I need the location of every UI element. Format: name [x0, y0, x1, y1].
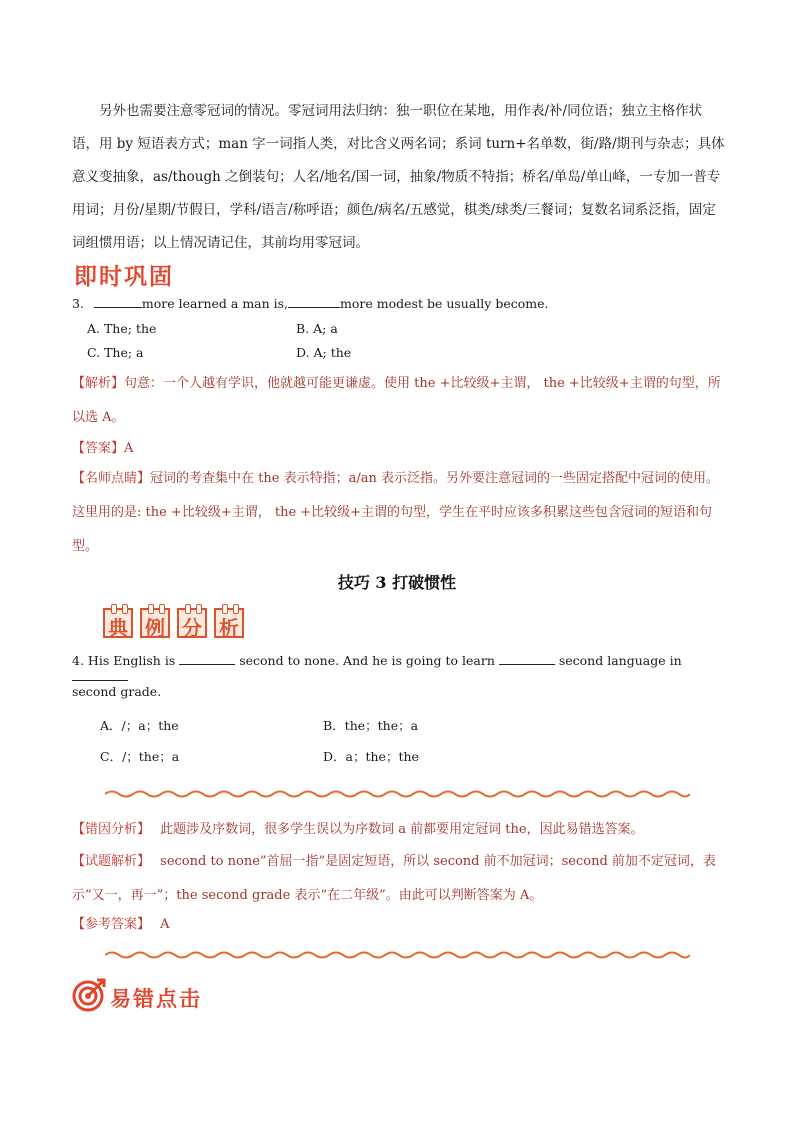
q4-answer [72, 908, 170, 942]
q3-answer [72, 432, 133, 466]
error-label: 【错因分析】 [72, 822, 151, 837]
tip-text: 冠词的考查集中在 the 表示特指；a/an 表示泛指。另外要注意冠词的一些固定搭配中冠词的使用。这里用的是: the +比较级+主谓， the +比较级+主谓的句型，学生在平时应该多积累这些包含冠词的短语和句型。 [72, 471, 719, 554]
analysis-text: 句意：一个人越有学识，他就越可能更谦虚。使用 the +比较级+主谓， the +比较级+主谓的句型，所以选 A。 [72, 376, 721, 425]
blank [94, 295, 142, 308]
option-a: A. The; the [87, 321, 157, 336]
question-text: His English is [87, 653, 176, 668]
analysis-label: 【试题解析】 [72, 854, 151, 869]
option-c: C. The; a [87, 345, 144, 360]
section-badge-error-points: 易错点击 [110, 987, 202, 1011]
question-text: second to none. And he is going to learn [239, 653, 495, 668]
answer-text: A [124, 441, 134, 456]
question-text: second language in [558, 653, 682, 668]
answer-label: 【答案】 [72, 441, 125, 456]
blank [179, 652, 235, 665]
blank [288, 295, 340, 308]
question-4 [72, 652, 732, 684]
question-text: more learned a man is, [141, 296, 289, 311]
wavy-divider [105, 789, 690, 799]
section-badge-practice: 即时巩固 [74, 264, 174, 290]
q3-analysis [72, 367, 726, 435]
answer-text: A [160, 917, 170, 932]
intro-paragraph: 另外也需要注意零冠词的情况。零冠词用法归纳：独一职位在某地，用作表/补/同位语；独立主格作状语，用 by 短语表方式；man 字一词指人类，对比含义两名词；系词 turn+名单数，街/路/期刊与杂志；具体意义变抽象，as/though 之倒装句；人名/地名/国一词，抽象/物质不特指；桥名/单岛/单山峰，一专加一普专用词；月份/星期/节假日，学科/语言/称呼语；颜色/病名/五感觉，棋类/球类/三餐词；复数名词系泛指，固定词组惯用语；以上情况请记住，其前均用零冠词。 [72, 103, 725, 251]
badge-tile: 典 [103, 608, 133, 638]
section-heading: 技巧 3 打破惯性 [337, 573, 457, 592]
option-b: B. A; a [296, 321, 338, 336]
tip-label: 【名师点睛】 [72, 471, 151, 486]
badge-tile: 分 [177, 608, 207, 638]
option-b: B．the；the；a [323, 718, 419, 733]
question-text: more modest be usually become. [340, 296, 549, 311]
blank [72, 668, 128, 681]
answer-label: 【参考答案】 [72, 917, 151, 932]
analysis-text: second to none”首屈一指”是固定短语，所以 second 前不加冠词；second 前加不定冠词，表示”又一，再一”；the second grade 表示”在二年级”。由此可以判断答案为 A。 [72, 854, 716, 903]
question-number: 3. [72, 296, 84, 311]
error-text: 此题涉及序数词，很多学生误以为序数词 a 前都要用定冠词 the，因此易错选答案。 [160, 822, 644, 837]
wavy-divider [105, 950, 690, 960]
option-d: D．a；the；the [323, 749, 419, 764]
option-a: A．/；a；the [100, 718, 179, 733]
option-d: D. A; the [296, 345, 352, 360]
question-3 [72, 295, 732, 311]
option-c: C．/；the；a [100, 749, 180, 764]
question-number: 4. [72, 653, 84, 668]
question-4-cont: second grade. [72, 684, 162, 699]
q4-analysis [72, 845, 726, 913]
q4-error-analysis [72, 813, 726, 847]
q3-teacher-tip [72, 462, 726, 564]
blank [499, 652, 555, 665]
badge-tile: 析 [214, 608, 244, 638]
badge-tile: 例 [140, 608, 170, 638]
target-icon [72, 978, 106, 1012]
analysis-label: 【解析】 [72, 376, 125, 391]
